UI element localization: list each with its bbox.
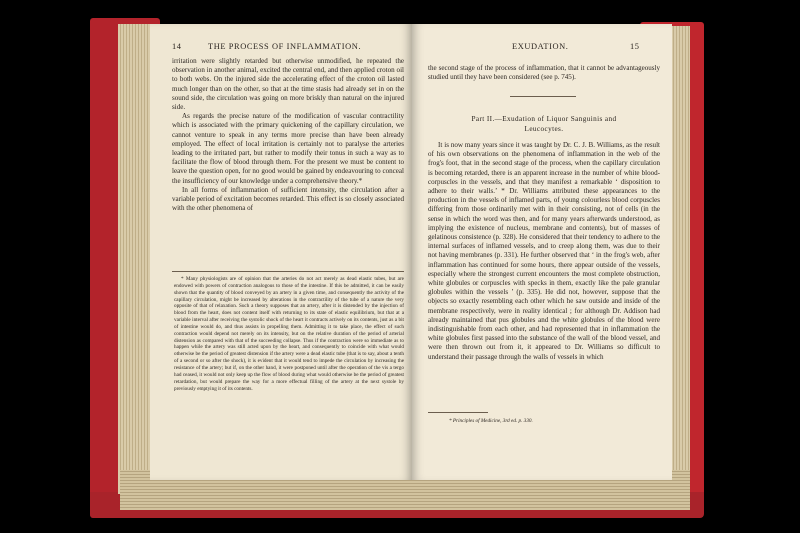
right-page bbox=[412, 24, 672, 480]
footnote-rule bbox=[428, 412, 488, 413]
footnote-text: * Many physiologists are of opinion that the arteries do not act merely as dead elastic tubes, but are endowed with powers of contraction analogous to those of the intestine. If this be admitted, it can be easily shown that the quantity of blood conveyed by an artery in a given time, and consequently the activity of the capillary circulation, might be increased by alterations in the contractility of the tube of a nature the very opposite of that of relaxation. Such a theory supposes that an artery, after it is distended by the injection of blood from the heart, does not content itself with returning to its state of elastic equilibrium, but that at a variable interval after receiving the systolic shock of the heart it contracts actively on its contents, just as a bit of intestine would do, and thus assists in propelling them. Admitting it to take place, the effect of such contraction would depend not merely on its intensity, but on the relative duration of the period of arterial distension as compared with that of the succeeding collapse. Thus if the contraction were so immediate as to happen while the artery was still acted upon by the heart, and consequently to coincide with what would otherwise be the period of greatest distension if the artery were a dead elastic tube (that is to say, about a tenth of a second or so after the shock), it is evident that it would tend to impede the circulation by increasing the resistance of the artery; but if, on the other hand, it were postponed until after the operation of the vis a tergo had ceased, it would not only keep up the flow of blood during what would otherwise be the period of greatest retardation, but would prepare the way for a more effectual filling of the artery at the next systole by previously emptying it of its contents. bbox=[174, 276, 404, 392]
page-number: 14 bbox=[172, 42, 182, 51]
section-title-line: Part II.—Exudation of Liquor Sanguinis and bbox=[471, 115, 617, 123]
left-page bbox=[150, 24, 412, 480]
page-number: 15 bbox=[630, 42, 640, 51]
right-body bbox=[428, 141, 660, 362]
section-rule bbox=[510, 96, 576, 97]
paragraph: It is now many years since it was taught by Dr. C. J. B. Williams, as the result of his own observations on the phenomena of inflammation in the web of the frog's foot, that in the second stage of the process, when the capillary circulation is becoming retarded, there is an apparent increase in the number of white blood-corpuscles in the vessels, and that they manifest a remarkable ‘ disposition to adhere to their walls.’ * Dr. Williams attributed these appearances to the production in the vessels of inflamed parts, of young colourless blood corpuscles differing from those ordinarily met with in their consisting, not of cells (in the sense in which the word was then, and for many years afterwards understood, as implying the existence of nucleus, membrane and contents), but of masses of gelatinous consistence (p. 328). He considered that their tendency to adhere to the internal surfaces of inflamed vessels, and to creep along them, was due to their not having membranes (p. 331). He further observed that ‘ in the frog's web, after inflammation has continued for some hours, there appear outside of the vessels, especially where the strongest current encounters the most complete obstruction, white globules or corpuscles with specks in them, exactly like the pale granular globules within the vessels ’ (p. 335). He did not, however, suppose that the objects so exactly resembling each other which he saw outside and inside of the membrane respectively, were in reality identical ; for although Dr. Addison had already maintained that pus globules and the white globules of the blood were indistinguishable from each other, and had represented that in inflammation the white globules first passed into the substance of the wall of the blood vessel, and were then thrown out from it, it appeared to Dr. Williams so difficult to understand their passage through the walls of vessels in which bbox=[428, 141, 660, 361]
paragraph: In all forms of inflammation of sufficient intensity, the circulation after a variable period of excitation becomes retarded. This effect is so closely associated with the other phenomena of bbox=[172, 185, 404, 213]
section-title-line: Leucocytes. bbox=[524, 124, 564, 133]
paragraph: irritation were slightly retarded but otherwise unmodified, he repeated the observation in another animal, excited the central end, and then applied croton oil to both webs. On the injured side the accelerating effect of the croton oil lasted much longer than on the other, so that at the time stasis had already set in on the sound side, the circulation was going on more briskly than natural on the injured side. bbox=[172, 57, 404, 112]
running-head: EXUDATION. bbox=[512, 42, 569, 51]
footnote-text: * Principles of Medicine, 3rd ed. p. 330. bbox=[449, 418, 533, 424]
right-top-text bbox=[428, 64, 660, 82]
left-footnote bbox=[174, 276, 404, 392]
left-body bbox=[172, 57, 404, 213]
paragraph: the second stage of the process of inflammation, that it cannot be advantageously studied until they have been considered (see p. 745). bbox=[428, 64, 660, 82]
section-title bbox=[428, 115, 660, 134]
footnote-rule bbox=[172, 271, 404, 272]
paragraph: As regards the precise nature of the modification of vascular contractility which is associated with the primary quickening of the capillary circulation, we cannot venture to speak in any terms more precise than have been already employed. The effect of local irritation is certainly not to paralyse the arteries leading to the irritated part, but rather to modify their tonus in such a way as to facilitate the flow of blood through them. For the present we must be content to leave the question open, for no good would be gained by endeavouring to conceal the insufficiency of our knowledge under a comprehensive theory.* bbox=[172, 112, 404, 185]
running-head: THE PROCESS OF INFLAMMATION. bbox=[208, 42, 362, 51]
right-footnote bbox=[442, 418, 658, 425]
